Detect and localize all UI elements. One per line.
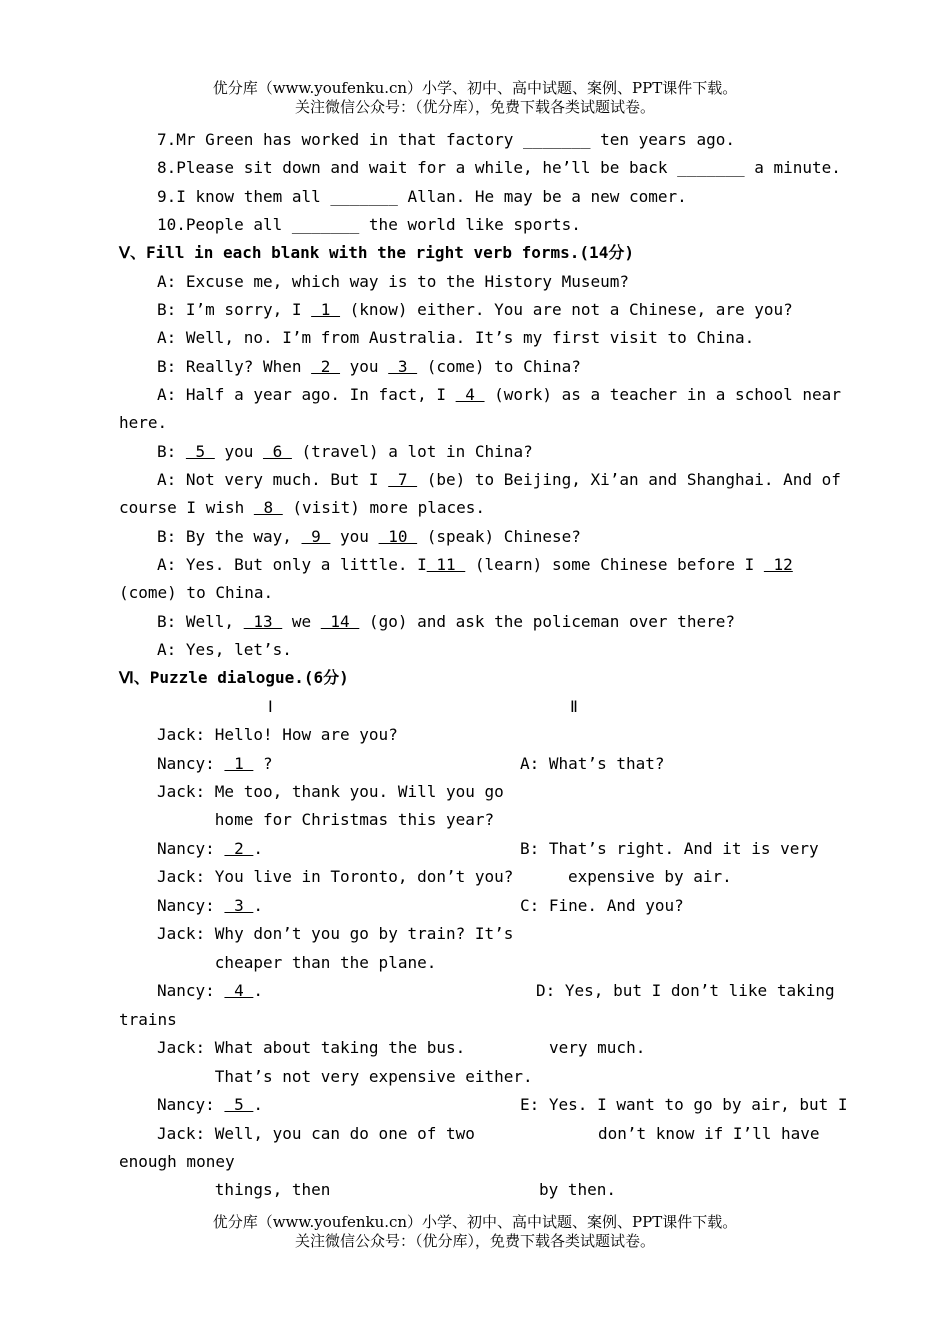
blank-4: 4 [455,385,485,404]
speaker-text: Nancy: [157,981,225,1000]
blank-1: 1 [311,300,341,319]
left-dialogue-line [157,839,263,859]
dialogue-text: B: I’m sorry, I [157,300,312,319]
speaker-text: Nancy: [157,754,225,773]
column-1-heading: Ⅰ [268,697,273,716]
blank-2: 2 [311,357,341,376]
dialogue-line: (come) to China. [119,583,274,602]
blank-5: 5 [224,1095,254,1114]
dialogue-text: (learn) some Chinese before I [465,555,764,574]
dialogue-text: (go) and ask the policeman over there? [359,612,735,631]
dialogue-text: (travel) a lot in China? [291,442,533,461]
left-dialogue-line: Jack: You live in Toronto, don’t you? [157,867,514,886]
dialogue-text: you [340,357,389,376]
left-dialogue-line: Jack: What about taking the bus. [157,1038,466,1057]
dialogue-text: B: Well, [157,612,244,631]
blank-12: 12 [763,555,793,574]
speaker-text: ? [253,754,273,773]
question-9: 9.I know them all _______ Allan. He may be a new comer. [157,187,687,206]
option-e-continued: by then. [539,1180,617,1199]
blank-3: 3 [224,896,254,915]
dialogue-line: A: Well, no. I’m from Australia. It’s my first visit to China. [157,328,755,347]
speaker-text: Nancy: [157,1095,225,1114]
left-dialogue-line [157,754,273,774]
option-b: B: That’s right. And it is very [520,839,819,858]
header-line-2: 关注微信公众号：（优分库），免费下载各类试题试卷。 [294,98,655,116]
blank-6: 6 [262,442,292,461]
column-2-heading: Ⅱ [570,697,578,716]
dialogue-text: (visit) more places. [282,498,486,517]
blank-7: 7 [388,470,418,489]
left-dialogue-line [157,896,263,916]
dialogue-line: here. [119,413,168,432]
speaker-text: . [253,1095,263,1114]
left-dialogue-line: cheaper than the plane. [157,953,437,972]
dialogue-text: (work) as a teacher in a school near [484,385,841,404]
dialogue-line [157,527,581,547]
dialogue-line [157,385,841,405]
option-e: E: Yes. I want to go by air, but I [520,1095,848,1114]
option-b-continued: expensive by air. [568,867,732,886]
left-dialogue-line [157,981,263,1001]
blank-4: 4 [224,981,254,1000]
left-dialogue-line [157,1095,263,1115]
question-7: 7.Mr Green has worked in that factory _______ ten years ago. [157,130,735,149]
dialogue-text: you [330,527,379,546]
left-dialogue-line: Jack: Why don’t you go by train? It’s [157,924,514,943]
blank-11: 11 [426,555,466,574]
question-10: 10.People all _______ the world like sports. [157,215,581,234]
speaker-text: . [253,896,263,915]
question-8: 8.Please sit down and wait for a while, he’ll be back _______ a minute. [157,158,841,177]
left-dialogue-line: Jack: Me too, thank you. Will you go [157,782,504,801]
speaker-text: . [253,981,263,1000]
left-dialogue-line: home for Christmas this year? [157,810,495,829]
dialogue-line [157,555,793,575]
footer-line-1: 优分库（www.youfenku.cn）小学、初中、高中试题、案例、PPT课件下载。 [212,1213,738,1231]
dialogue-line: A: Yes, let’s. [157,640,292,659]
speaker-text: Nancy: [157,896,225,915]
footer-line-2: 关注微信公众号：（优分库），免费下载各类试题试卷。 [294,1232,655,1250]
dialogue-line: A: Excuse me, which way is to the History Museum? [157,272,630,291]
blank-8: 8 [253,498,283,517]
left-dialogue-line: Jack: Hello! How are you? [157,725,398,744]
blank-2: 2 [224,839,254,858]
blank-14: 14 [320,612,360,631]
dialogue-text: (be) to Beijing, Xi’an and Shanghai. And of [417,470,841,489]
blank-9: 9 [301,527,331,546]
blank-5: 5 [185,442,215,461]
speaker-text: . [253,839,263,858]
dialogue-line [157,612,735,632]
option-d: D: Yes, but I don’t like taking [536,981,835,1000]
dialogue-text: (speak) Chinese? [417,527,581,546]
section-6-title: Ⅵ、Puzzle dialogue.(6分) [119,668,349,687]
blank-13: 13 [243,612,283,631]
section-5-title: Ⅴ、Fill in each blank with the right verb forms.(14分) [119,243,634,262]
left-dialogue-line: things, then [157,1180,331,1199]
dialogue-line [119,498,485,518]
dialogue-text: A: Half a year ago. In fact, I [157,385,456,404]
blank-10: 10 [378,527,418,546]
dialogue-text: B: [157,442,186,461]
dialogue-line [157,470,841,490]
dialogue-text: A: Not very much. But I [157,470,389,489]
dialogue-text: (come) to China? [417,357,581,376]
dialogue-text: (know) either. You are not a Chinese, are you? [340,300,793,319]
speaker-text: Nancy: [157,839,225,858]
option-a: A: What’s that? [520,754,665,773]
left-dialogue-line: trains [119,1010,177,1029]
dialogue-line [157,442,533,462]
dialogue-text: B: By the way, [157,527,302,546]
dialogue-text: course I wish [119,498,254,517]
dialogue-text: B: Really? When [157,357,312,376]
dialogue-line [157,357,581,377]
blank-1: 1 [224,754,254,773]
dialogue-line [157,300,793,320]
dialogue-text: we [282,612,321,631]
left-dialogue-line: That’s not very expensive either. [157,1067,533,1086]
left-dialogue-line: Jack: Well, you can do one of two [157,1124,475,1143]
option-d-continued: very much. [549,1038,646,1057]
left-dialogue-line: enough money [119,1152,235,1171]
dialogue-text: you [214,442,263,461]
option-c: C: Fine. And you? [520,896,684,915]
dialogue-text: A: Yes. But only a little. I [157,555,427,574]
option-e-continued: don’t know if I’ll have [598,1124,820,1143]
header-line-1: 优分库（www.youfenku.cn）小学、初中、高中试题、案例、PPT课件下载。 [212,79,738,97]
blank-3: 3 [388,357,418,376]
